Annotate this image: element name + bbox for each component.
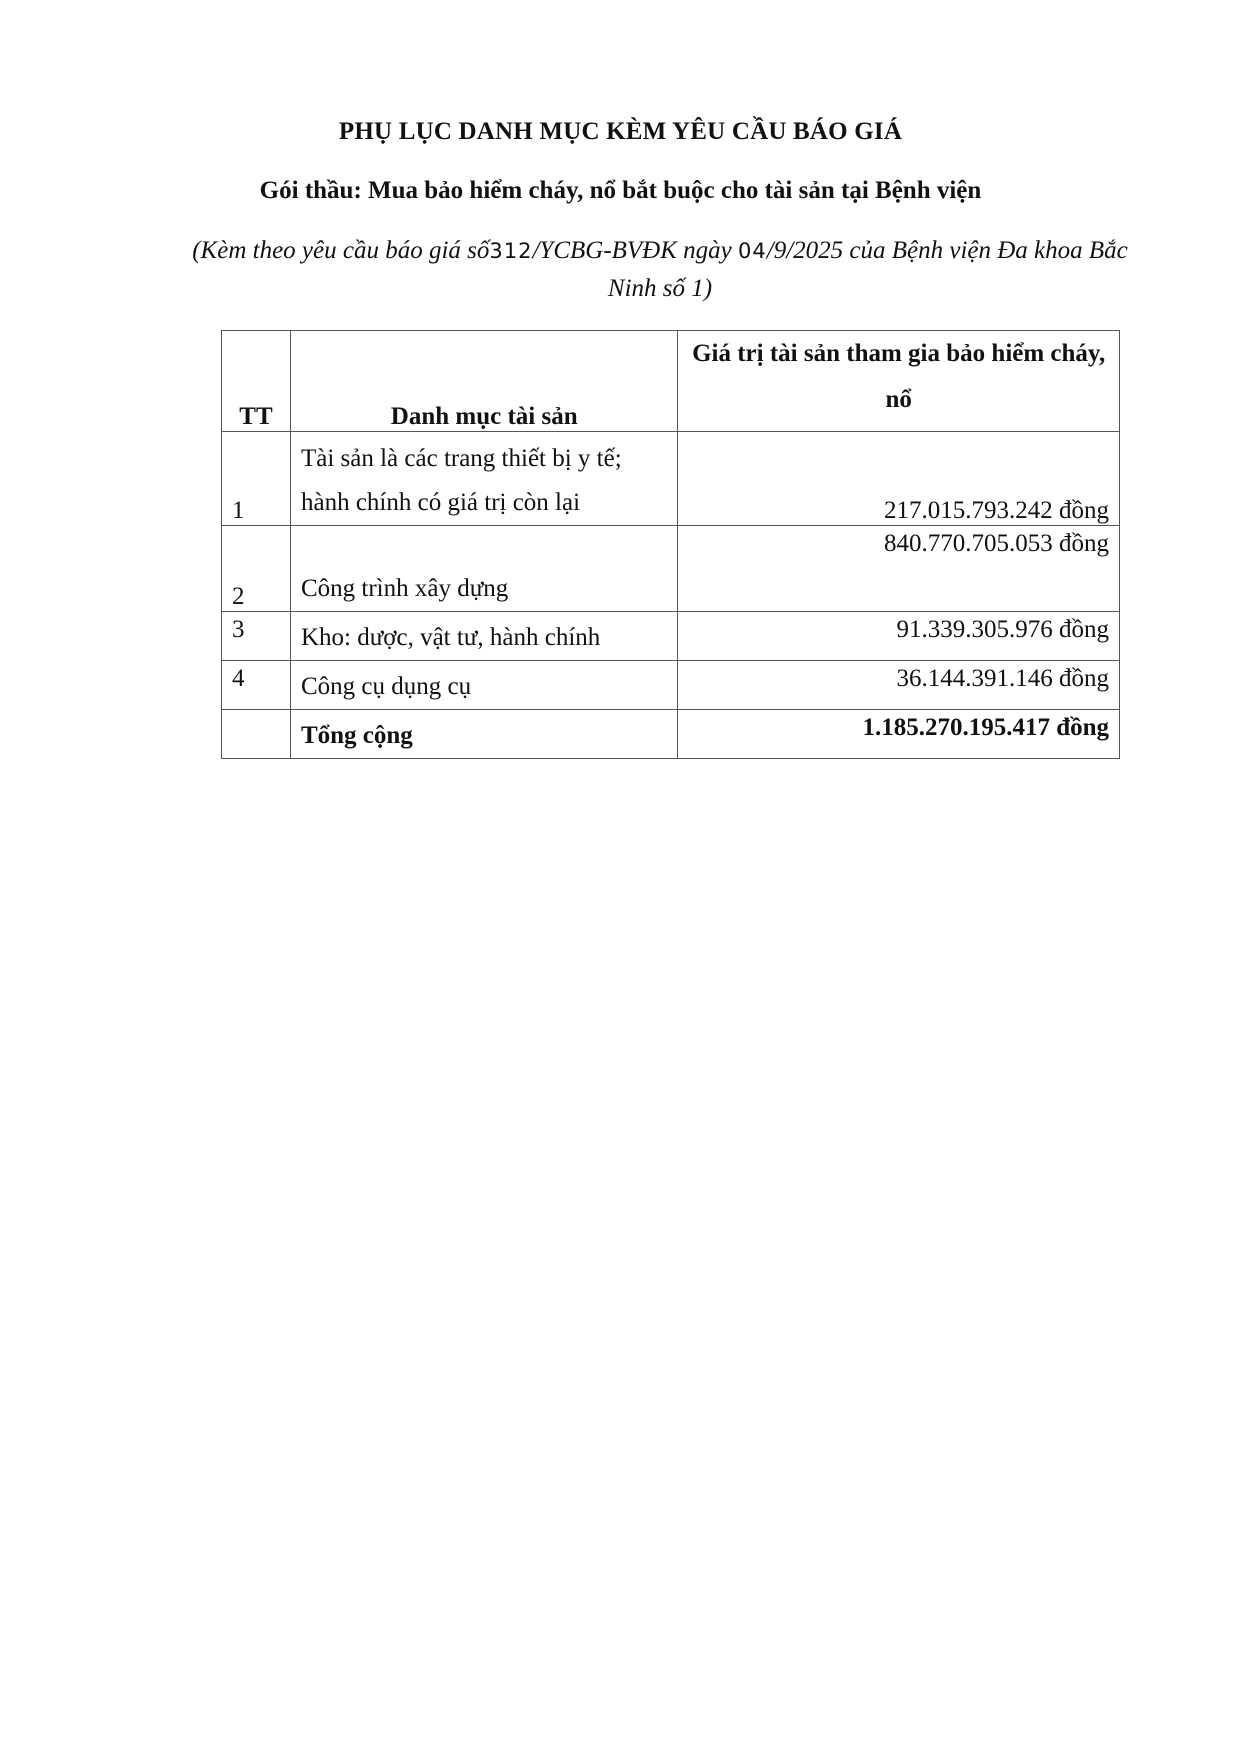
row-value: 36.144.391.146 đồng	[678, 661, 1120, 710]
note-prefix: (Kèm theo yêu cầu báo giá số	[192, 237, 490, 264]
page-title: PHỤ LỤC DANH MỤC KÈM YÊU CẦU BÁO GIÁ	[338, 118, 903, 145]
total-label: Tổng cộng	[290, 710, 677, 759]
header-value: Giá trị tài sản tham gia bảo hiểm cháy, nổ	[678, 331, 1120, 432]
total-value: 1.185.270.195.417 đồng	[678, 710, 1120, 759]
row-tt: 4	[222, 661, 291, 710]
package-subtitle: Gói thầu: Mua bảo hiểm cháy, nổ bắt buộc cho tài sản tại Bệnh viện	[259, 177, 982, 204]
row-tt: 2	[222, 526, 291, 612]
header-tt: TT	[222, 331, 291, 432]
reference-note	[180, 232, 1140, 308]
row-value: 217.015.793.242 đồng	[678, 432, 1120, 526]
row-name: Kho: dược, vật tư, hành chính	[290, 612, 677, 661]
table-row	[222, 432, 1120, 526]
row-value: 91.339.305.976 đồng	[678, 612, 1120, 661]
note-suffix: /9/2025 của Bệnh viện Đa khoa Bắc Ninh số 1)	[607, 237, 1128, 302]
row-name: Công cụ dụng cụ	[290, 661, 677, 710]
header-name: Danh mục tài sản	[290, 331, 677, 432]
row-tt: 3	[222, 612, 291, 661]
asset-table	[221, 330, 1120, 759]
table-row	[222, 526, 1120, 612]
request-day: 04	[738, 239, 767, 263]
request-number: 312	[489, 239, 533, 263]
total-row	[222, 710, 1120, 759]
row-value: 840.770.705.053 đồng	[678, 526, 1120, 612]
row-name: Công trình xây dựng	[290, 526, 677, 612]
total-tt	[222, 710, 291, 759]
row-tt: 1	[222, 432, 291, 526]
table-header-row	[222, 331, 1120, 432]
table-row	[222, 612, 1120, 661]
table-row	[222, 661, 1120, 710]
row-name: Tài sản là các trang thiết bị y tế; hành chính có giá trị còn lại	[290, 432, 677, 526]
note-middle: /YCBG-BVĐK ngày	[532, 237, 739, 264]
